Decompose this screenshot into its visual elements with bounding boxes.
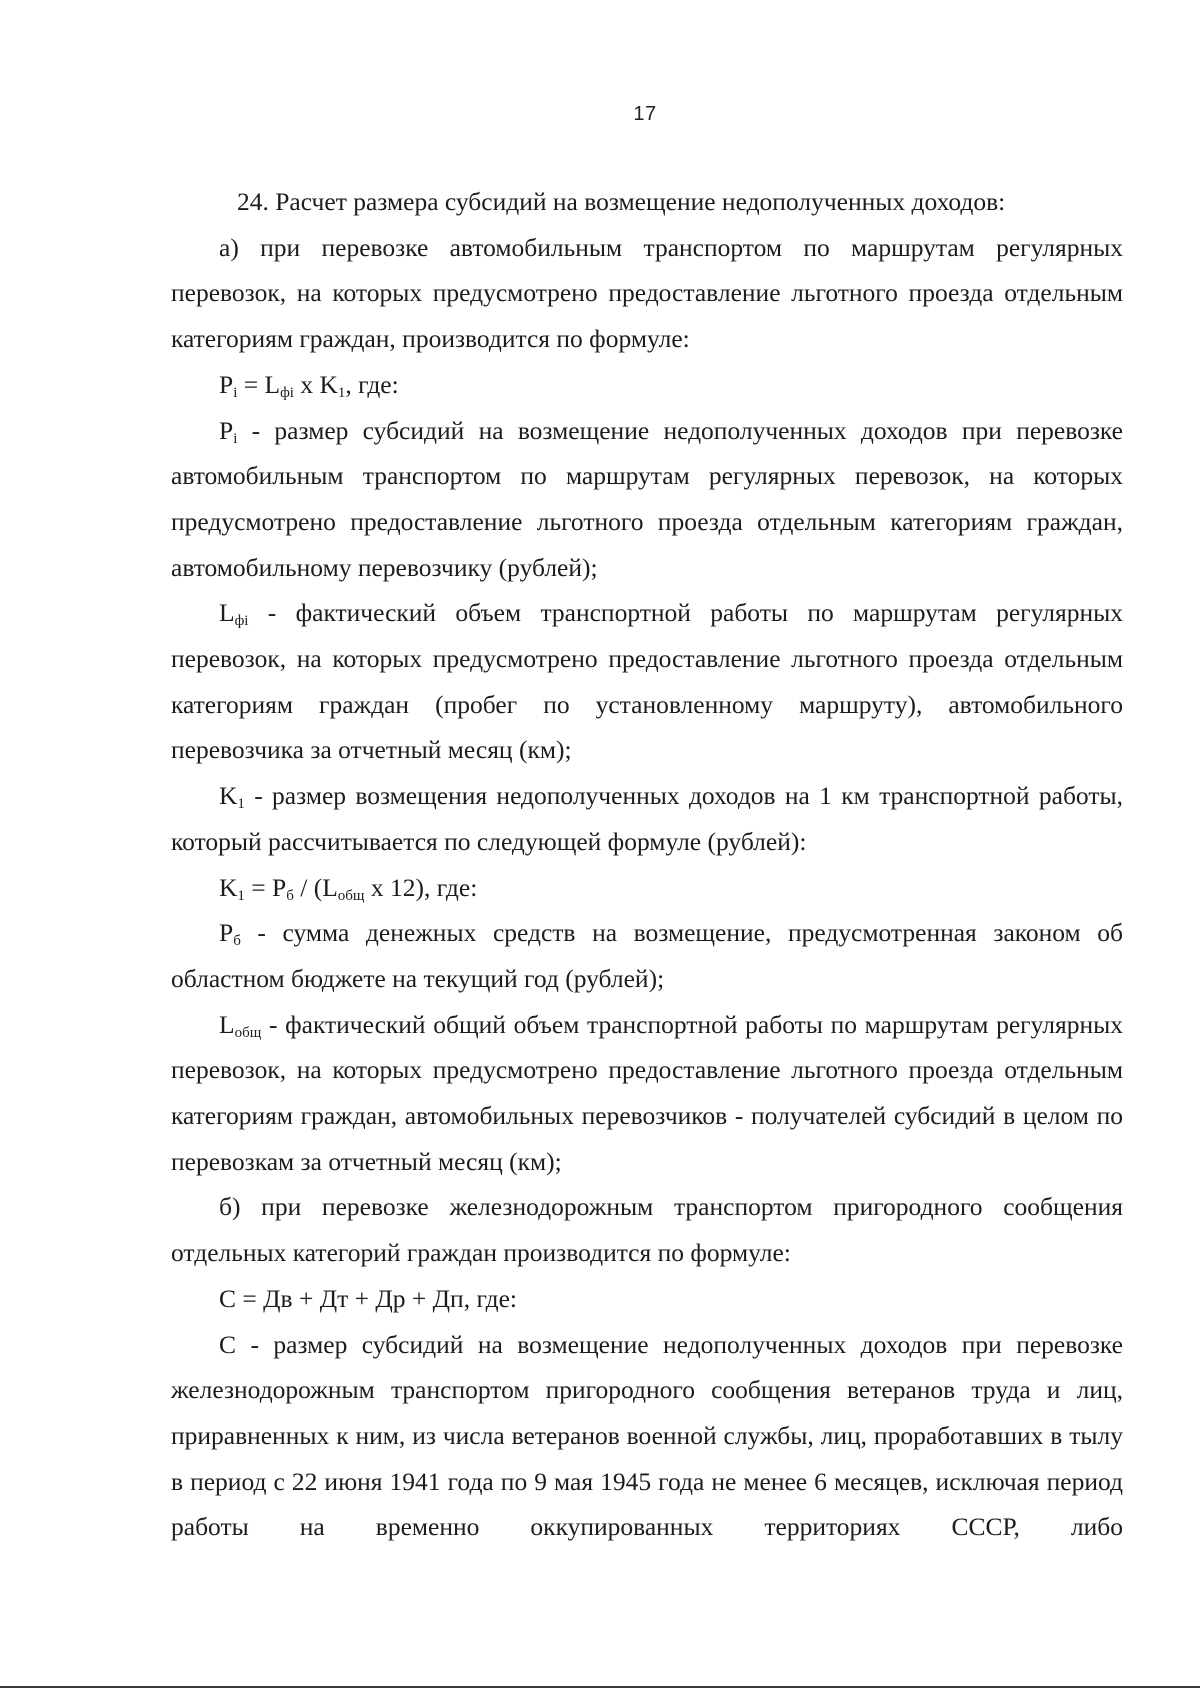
formula-subscript: фi (280, 384, 294, 401)
formula-subscript: i (233, 384, 238, 401)
definition-pi (171, 408, 1123, 591)
definition-subscript: фi (234, 613, 249, 630)
definition-subscript: общ (234, 1024, 262, 1041)
formula-text: = L (237, 369, 281, 399)
definition-symbol: L (219, 598, 235, 628)
definition-c: С - размер субсидий на возмещение недополученных доходов при перевозке железнодорожным транспортом пригородного сообщения ветеранов труда и лиц, приравненных к ним, из числа ветеранов военной службы, лиц, проработавших в тылу в период с 22 июня 1941 года по 9 мая 1945 года не менее 6 месяцев, исключая период работы на временно оккупированных территориях СССР, либо (171, 1329, 1123, 1542)
formula-subscript: 1 (237, 887, 245, 904)
formula-k1 (171, 865, 1123, 911)
definition-subscript: б (233, 933, 241, 950)
definition-text: - фактический общий объем транспортной работы по маршрутам регулярных перевозок, на которых предусмотрено предоставление льготного проезда отдельным категориям граждан, автомобильных перевозчиков - получателей субсидий в целом по перевозкам за отчетный месяц (км); (171, 1009, 1123, 1176)
definition-symbol: P (219, 415, 234, 445)
formula-symbol: P (219, 369, 234, 399)
formula-text: x 12), где: (364, 872, 478, 902)
formula-subscript: б (286, 887, 294, 904)
formula-text: x K (293, 369, 338, 399)
definition-lobsch (171, 1002, 1123, 1185)
definition-lfi (171, 590, 1123, 773)
formula-subscript: общ (337, 887, 365, 904)
definition-subscript: 1 (237, 796, 245, 813)
formula-text: = P (244, 872, 287, 902)
paragraph-section-24: 24. Расчет размера субсидий на возмещение недополученных доходов: (237, 187, 1006, 216)
page-number: 17 (633, 103, 657, 125)
definition-text: - размер возмещения недополученных доходов на 1 км транспортной работы, который рассчитывается по следующей формуле (рублей): (171, 781, 1123, 856)
definition-k1 (171, 773, 1123, 864)
definition-pb (171, 910, 1123, 1001)
definition-text: - размер субсидий на возмещение недополученных доходов при перевозке автомобильным транспортом по маршрутам регулярных перевозок, на которых предусмотрено предоставление льготного проезда отдельным категориям граждан, автомобильному перевозчику (рублей); (171, 415, 1123, 582)
formula-text: , где: (345, 369, 399, 399)
definition-text: - фактический объем транспортной работы по маршрутам регулярных перевозок, на которых предусмотрено предоставление льготного проезда отдельным категориям граждан (пробег по установленному маршруту), автомобильного перевозчика за отчетный месяц (км); (171, 598, 1123, 765)
page-bottom-edge-line (0, 1686, 1200, 1688)
paragraph-subitem-b: б) при перевозке железнодорожным транспортом пригородного сообщения отдельных категорий граждан производится по формуле: (171, 1192, 1123, 1268)
formula-subscript: 1 (337, 384, 346, 401)
formula-c: С = Дв + Дт + Др + Дп, где: (219, 1283, 518, 1313)
document-body (171, 179, 1123, 1550)
definition-symbol: L (219, 1009, 235, 1039)
formula-symbol: K (219, 872, 238, 902)
definition-symbol: K (219, 781, 238, 811)
formula-text: / (L (293, 872, 338, 902)
definition-symbol: P (219, 918, 234, 948)
formula-pi (171, 362, 1123, 408)
definition-subscript: i (233, 430, 238, 447)
paragraph-subitem-a: а) при перевозке автомобильным транспортом по маршрутам регулярных перевозок, на которых предусмотрено предоставление льготного проезда отдельным категориям граждан, производится по формуле: (171, 232, 1123, 354)
definition-text: - сумма денежных средств на возмещение, предусмотренная законом об областном бюджете на текущий год (рублей); (171, 918, 1123, 993)
